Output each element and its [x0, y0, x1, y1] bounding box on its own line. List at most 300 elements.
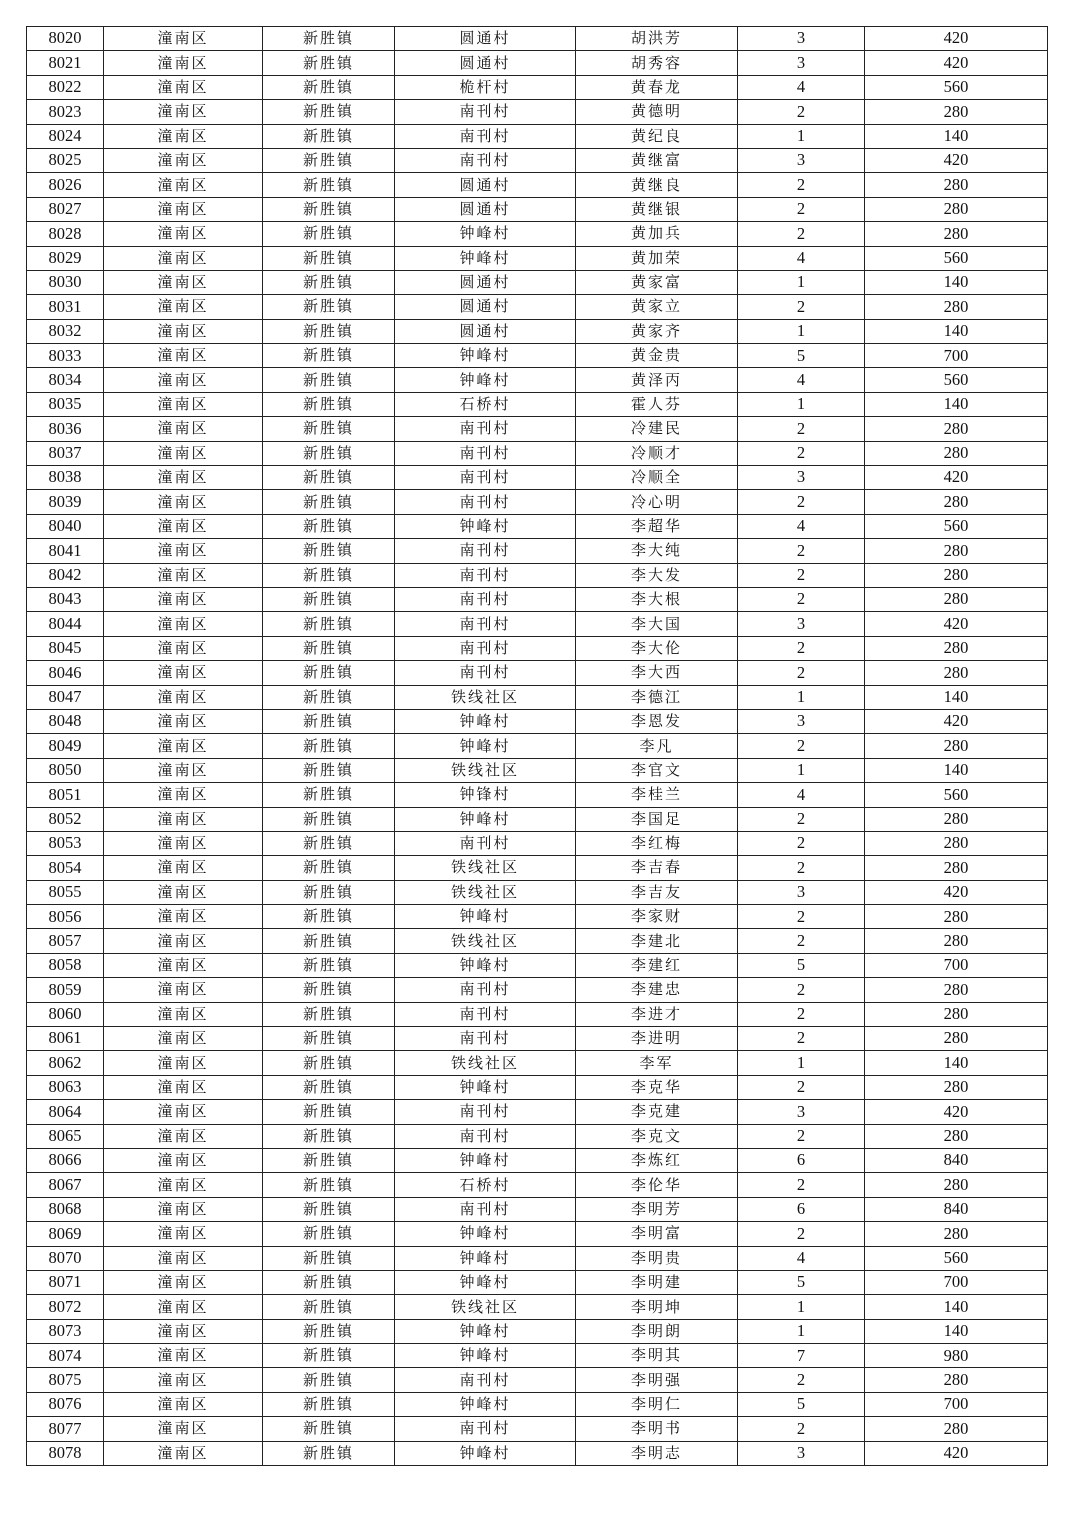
- village-cell: 南刊村: [395, 1368, 576, 1392]
- district-cell: 潼南区: [104, 1270, 263, 1294]
- village-cell: 钟锋村: [395, 783, 576, 807]
- village-cell: 钟峰村: [395, 368, 576, 392]
- household-size-cell: 2: [738, 222, 865, 246]
- town-cell: 新胜镇: [263, 685, 395, 709]
- name-cell: 李大伦: [576, 636, 738, 660]
- amount-cell: 280: [865, 1368, 1048, 1392]
- amount-cell: 560: [865, 514, 1048, 538]
- amount-cell: 140: [865, 1295, 1048, 1319]
- household-size-cell: 6: [738, 1148, 865, 1172]
- table-row: [27, 246, 1048, 270]
- name-cell: 李超华: [576, 514, 738, 538]
- town-cell: 新胜镇: [263, 27, 395, 51]
- table-row: [27, 75, 1048, 99]
- household-size-cell: 5: [738, 953, 865, 977]
- table-row: [27, 1100, 1048, 1124]
- town-cell: 新胜镇: [263, 344, 395, 368]
- village-cell: 铁线社区: [395, 685, 576, 709]
- village-cell: 钟峰村: [395, 1319, 576, 1343]
- amount-cell: 980: [865, 1344, 1048, 1368]
- row-number-cell: 8036: [27, 417, 104, 441]
- table-row: [27, 270, 1048, 294]
- amount-cell: 140: [865, 124, 1048, 148]
- table-row: [27, 466, 1048, 490]
- name-cell: 李伦华: [576, 1173, 738, 1197]
- amount-cell: 140: [865, 319, 1048, 343]
- district-cell: 潼南区: [104, 1100, 263, 1124]
- household-size-cell: 1: [738, 1319, 865, 1343]
- village-cell: 南刊村: [395, 148, 576, 172]
- town-cell: 新胜镇: [263, 1148, 395, 1172]
- amount-cell: 420: [865, 27, 1048, 51]
- household-size-cell: 4: [738, 514, 865, 538]
- table-row: [27, 1368, 1048, 1392]
- town-cell: 新胜镇: [263, 466, 395, 490]
- table-row: [27, 856, 1048, 880]
- amount-cell: 280: [865, 856, 1048, 880]
- name-cell: 黄继富: [576, 148, 738, 172]
- town-cell: 新胜镇: [263, 514, 395, 538]
- village-cell: 钟峰村: [395, 1344, 576, 1368]
- name-cell: 李克文: [576, 1124, 738, 1148]
- town-cell: 新胜镇: [263, 392, 395, 416]
- village-cell: 南刊村: [395, 539, 576, 563]
- row-number-cell: 8062: [27, 1051, 104, 1075]
- name-cell: 李明朗: [576, 1319, 738, 1343]
- household-size-cell: 2: [738, 1173, 865, 1197]
- table-row: [27, 929, 1048, 953]
- name-cell: 李明建: [576, 1270, 738, 1294]
- household-size-cell: 1: [738, 270, 865, 294]
- district-cell: 潼南区: [104, 392, 263, 416]
- town-cell: 新胜镇: [263, 1368, 395, 1392]
- village-cell: 铁线社区: [395, 929, 576, 953]
- table-row: [27, 197, 1048, 221]
- town-cell: 新胜镇: [263, 539, 395, 563]
- row-number-cell: 8046: [27, 661, 104, 685]
- household-size-cell: 4: [738, 246, 865, 270]
- name-cell: 黄家立: [576, 295, 738, 319]
- household-size-cell: 5: [738, 344, 865, 368]
- village-cell: 钟峰村: [395, 953, 576, 977]
- district-cell: 潼南区: [104, 222, 263, 246]
- amount-cell: 560: [865, 246, 1048, 270]
- town-cell: 新胜镇: [263, 246, 395, 270]
- amount-cell: 280: [865, 563, 1048, 587]
- name-cell: 冷顺才: [576, 441, 738, 465]
- name-cell: 黄春龙: [576, 75, 738, 99]
- name-cell: 黄继银: [576, 197, 738, 221]
- amount-cell: 280: [865, 807, 1048, 831]
- household-size-cell: 4: [738, 75, 865, 99]
- amount-cell: 280: [865, 197, 1048, 221]
- village-cell: 钟峰村: [395, 514, 576, 538]
- village-cell: 铁线社区: [395, 880, 576, 904]
- household-size-cell: 1: [738, 1295, 865, 1319]
- table-row: [27, 953, 1048, 977]
- village-cell: 石桥村: [395, 1173, 576, 1197]
- district-cell: 潼南区: [104, 124, 263, 148]
- table-row: [27, 563, 1048, 587]
- table-row: [27, 539, 1048, 563]
- village-cell: 钟峰村: [395, 709, 576, 733]
- amount-cell: 280: [865, 978, 1048, 1002]
- row-number-cell: 8076: [27, 1392, 104, 1416]
- table-row: [27, 392, 1048, 416]
- name-cell: 冷建民: [576, 417, 738, 441]
- district-cell: 潼南区: [104, 1148, 263, 1172]
- village-cell: 钟峰村: [395, 1392, 576, 1416]
- district-cell: 潼南区: [104, 466, 263, 490]
- amount-cell: 280: [865, 539, 1048, 563]
- household-size-cell: 3: [738, 27, 865, 51]
- name-cell: 李大纯: [576, 539, 738, 563]
- village-cell: 钟峰村: [395, 1148, 576, 1172]
- district-cell: 潼南区: [104, 1075, 263, 1099]
- amount-cell: 420: [865, 709, 1048, 733]
- village-cell: 圆通村: [395, 295, 576, 319]
- village-cell: 南刊村: [395, 466, 576, 490]
- table-row: [27, 1441, 1048, 1465]
- row-number-cell: 8065: [27, 1124, 104, 1148]
- amount-cell: 280: [865, 222, 1048, 246]
- town-cell: 新胜镇: [263, 148, 395, 172]
- amount-cell: 280: [865, 1124, 1048, 1148]
- row-number-cell: 8037: [27, 441, 104, 465]
- district-cell: 潼南区: [104, 148, 263, 172]
- village-cell: 南刊村: [395, 587, 576, 611]
- town-cell: 新胜镇: [263, 1295, 395, 1319]
- household-size-cell: 1: [738, 319, 865, 343]
- row-number-cell: 8026: [27, 173, 104, 197]
- amount-cell: 840: [865, 1197, 1048, 1221]
- household-size-cell: 5: [738, 1392, 865, 1416]
- district-cell: 潼南区: [104, 417, 263, 441]
- name-cell: 胡秀容: [576, 51, 738, 75]
- row-number-cell: 8050: [27, 758, 104, 782]
- town-cell: 新胜镇: [263, 1270, 395, 1294]
- household-size-cell: 1: [738, 1051, 865, 1075]
- row-number-cell: 8063: [27, 1075, 104, 1099]
- village-cell: 南刊村: [395, 563, 576, 587]
- district-cell: 潼南区: [104, 929, 263, 953]
- town-cell: 新胜镇: [263, 270, 395, 294]
- table-row: [27, 173, 1048, 197]
- amount-cell: 280: [865, 661, 1048, 685]
- village-cell: 南刊村: [395, 661, 576, 685]
- household-size-cell: 2: [738, 1417, 865, 1441]
- row-number-cell: 8020: [27, 27, 104, 51]
- village-cell: 南刊村: [395, 1124, 576, 1148]
- town-cell: 新胜镇: [263, 490, 395, 514]
- name-cell: 李凡: [576, 734, 738, 758]
- row-number-cell: 8070: [27, 1246, 104, 1270]
- town-cell: 新胜镇: [263, 417, 395, 441]
- district-cell: 潼南区: [104, 1295, 263, 1319]
- name-cell: 李德江: [576, 685, 738, 709]
- household-size-cell: 2: [738, 417, 865, 441]
- row-number-cell: 8039: [27, 490, 104, 514]
- village-cell: 铁线社区: [395, 856, 576, 880]
- row-number-cell: 8035: [27, 392, 104, 416]
- amount-cell: 280: [865, 1027, 1048, 1051]
- name-cell: 李明书: [576, 1417, 738, 1441]
- name-cell: 李官文: [576, 758, 738, 782]
- town-cell: 新胜镇: [263, 124, 395, 148]
- household-size-cell: 3: [738, 709, 865, 733]
- name-cell: 李红梅: [576, 831, 738, 855]
- table-row: [27, 1344, 1048, 1368]
- table-row: [27, 1392, 1048, 1416]
- amount-cell: 700: [865, 1270, 1048, 1294]
- table-row: [27, 51, 1048, 75]
- name-cell: 黄加兵: [576, 222, 738, 246]
- town-cell: 新胜镇: [263, 758, 395, 782]
- row-number-cell: 8044: [27, 612, 104, 636]
- amount-cell: 700: [865, 953, 1048, 977]
- town-cell: 新胜镇: [263, 319, 395, 343]
- amount-cell: 280: [865, 1075, 1048, 1099]
- district-cell: 潼南区: [104, 1124, 263, 1148]
- row-number-cell: 8071: [27, 1270, 104, 1294]
- household-size-cell: 2: [738, 490, 865, 514]
- row-number-cell: 8069: [27, 1222, 104, 1246]
- amount-cell: 280: [865, 929, 1048, 953]
- district-cell: 潼南区: [104, 368, 263, 392]
- row-number-cell: 8055: [27, 880, 104, 904]
- name-cell: 李明芳: [576, 1197, 738, 1221]
- household-size-cell: 2: [738, 173, 865, 197]
- village-cell: 钟峰村: [395, 1246, 576, 1270]
- town-cell: 新胜镇: [263, 831, 395, 855]
- household-size-cell: 5: [738, 1270, 865, 1294]
- table-row: [27, 1075, 1048, 1099]
- amount-cell: 420: [865, 612, 1048, 636]
- amount-cell: 140: [865, 1319, 1048, 1343]
- row-number-cell: 8028: [27, 222, 104, 246]
- name-cell: 李克华: [576, 1075, 738, 1099]
- amount-cell: 280: [865, 1002, 1048, 1026]
- name-cell: 李恩发: [576, 709, 738, 733]
- household-size-cell: 3: [738, 1100, 865, 1124]
- household-size-cell: 1: [738, 392, 865, 416]
- town-cell: 新胜镇: [263, 51, 395, 75]
- name-cell: 李炼红: [576, 1148, 738, 1172]
- row-number-cell: 8043: [27, 587, 104, 611]
- name-cell: 冷心明: [576, 490, 738, 514]
- row-number-cell: 8048: [27, 709, 104, 733]
- district-cell: 潼南区: [104, 1392, 263, 1416]
- village-cell: 南刊村: [395, 636, 576, 660]
- district-cell: 潼南区: [104, 661, 263, 685]
- household-size-cell: 2: [738, 636, 865, 660]
- district-cell: 潼南区: [104, 1246, 263, 1270]
- amount-cell: 280: [865, 1173, 1048, 1197]
- district-cell: 潼南区: [104, 27, 263, 51]
- table-row: [27, 978, 1048, 1002]
- row-number-cell: 8045: [27, 636, 104, 660]
- table-row: [27, 1222, 1048, 1246]
- village-cell: 钟峰村: [395, 222, 576, 246]
- district-cell: 潼南区: [104, 709, 263, 733]
- name-cell: 李吉友: [576, 880, 738, 904]
- row-number-cell: 8027: [27, 197, 104, 221]
- row-number-cell: 8034: [27, 368, 104, 392]
- amount-cell: 420: [865, 466, 1048, 490]
- table-row: [27, 1417, 1048, 1441]
- table-row: [27, 587, 1048, 611]
- district-cell: 潼南区: [104, 197, 263, 221]
- town-cell: 新胜镇: [263, 1173, 395, 1197]
- town-cell: 新胜镇: [263, 1197, 395, 1221]
- table-row: [27, 417, 1048, 441]
- row-number-cell: 8038: [27, 466, 104, 490]
- name-cell: 李进明: [576, 1027, 738, 1051]
- village-cell: 钟峰村: [395, 807, 576, 831]
- row-number-cell: 8058: [27, 953, 104, 977]
- table-row: [27, 1027, 1048, 1051]
- village-cell: 南刊村: [395, 1027, 576, 1051]
- household-size-cell: 2: [738, 1222, 865, 1246]
- row-number-cell: 8056: [27, 905, 104, 929]
- village-cell: 南刊村: [395, 831, 576, 855]
- village-cell: 石桥村: [395, 392, 576, 416]
- district-cell: 潼南区: [104, 1319, 263, 1343]
- district-cell: 潼南区: [104, 1344, 263, 1368]
- name-cell: 李桂兰: [576, 783, 738, 807]
- household-size-cell: 3: [738, 148, 865, 172]
- subsidy-roster-table: [26, 26, 1048, 1466]
- household-size-cell: 2: [738, 1027, 865, 1051]
- name-cell: 李建忠: [576, 978, 738, 1002]
- village-cell: 南刊村: [395, 417, 576, 441]
- district-cell: 潼南区: [104, 587, 263, 611]
- village-cell: 南刊村: [395, 1197, 576, 1221]
- amount-cell: 140: [865, 685, 1048, 709]
- district-cell: 潼南区: [104, 344, 263, 368]
- household-size-cell: 4: [738, 1246, 865, 1270]
- village-cell: 钟峰村: [395, 1441, 576, 1465]
- row-number-cell: 8075: [27, 1368, 104, 1392]
- row-number-cell: 8031: [27, 295, 104, 319]
- row-number-cell: 8068: [27, 1197, 104, 1221]
- town-cell: 新胜镇: [263, 441, 395, 465]
- name-cell: 李明仁: [576, 1392, 738, 1416]
- table-row: [27, 1319, 1048, 1343]
- amount-cell: 280: [865, 1222, 1048, 1246]
- household-size-cell: 2: [738, 1368, 865, 1392]
- amount-cell: 420: [865, 51, 1048, 75]
- amount-cell: 420: [865, 1441, 1048, 1465]
- name-cell: 李明其: [576, 1344, 738, 1368]
- household-size-cell: 2: [738, 587, 865, 611]
- town-cell: 新胜镇: [263, 1344, 395, 1368]
- village-cell: 铁线社区: [395, 1051, 576, 1075]
- household-size-cell: 2: [738, 661, 865, 685]
- amount-cell: 280: [865, 734, 1048, 758]
- district-cell: 潼南区: [104, 270, 263, 294]
- name-cell: 李大发: [576, 563, 738, 587]
- district-cell: 潼南区: [104, 1051, 263, 1075]
- amount-cell: 420: [865, 1100, 1048, 1124]
- name-cell: 李进才: [576, 1002, 738, 1026]
- household-size-cell: 2: [738, 197, 865, 221]
- district-cell: 潼南区: [104, 563, 263, 587]
- row-number-cell: 8042: [27, 563, 104, 587]
- town-cell: 新胜镇: [263, 978, 395, 1002]
- row-number-cell: 8029: [27, 246, 104, 270]
- row-number-cell: 8064: [27, 1100, 104, 1124]
- district-cell: 潼南区: [104, 539, 263, 563]
- name-cell: 李国足: [576, 807, 738, 831]
- district-cell: 潼南区: [104, 514, 263, 538]
- name-cell: 李建红: [576, 953, 738, 977]
- district-cell: 潼南区: [104, 1417, 263, 1441]
- village-cell: 南刊村: [395, 124, 576, 148]
- name-cell: 黄加荣: [576, 246, 738, 270]
- district-cell: 潼南区: [104, 905, 263, 929]
- table-row: [27, 295, 1048, 319]
- amount-cell: 140: [865, 1051, 1048, 1075]
- town-cell: 新胜镇: [263, 1100, 395, 1124]
- table-row: [27, 100, 1048, 124]
- town-cell: 新胜镇: [263, 783, 395, 807]
- amount-cell: 840: [865, 1148, 1048, 1172]
- name-cell: 李建北: [576, 929, 738, 953]
- district-cell: 潼南区: [104, 1368, 263, 1392]
- row-number-cell: 8040: [27, 514, 104, 538]
- village-cell: 南刊村: [395, 612, 576, 636]
- amount-cell: 140: [865, 758, 1048, 782]
- amount-cell: 700: [865, 344, 1048, 368]
- village-cell: 铁线社区: [395, 1295, 576, 1319]
- row-number-cell: 8025: [27, 148, 104, 172]
- name-cell: 黄继良: [576, 173, 738, 197]
- amount-cell: 140: [865, 270, 1048, 294]
- row-number-cell: 8054: [27, 856, 104, 880]
- district-cell: 潼南区: [104, 831, 263, 855]
- amount-cell: 280: [865, 173, 1048, 197]
- table-row: [27, 709, 1048, 733]
- amount-cell: 420: [865, 148, 1048, 172]
- household-size-cell: 3: [738, 612, 865, 636]
- district-cell: 潼南区: [104, 1441, 263, 1465]
- village-cell: 钟峰村: [395, 905, 576, 929]
- household-size-cell: 2: [738, 929, 865, 953]
- table-row: [27, 880, 1048, 904]
- table-row: [27, 1148, 1048, 1172]
- table-row: [27, 636, 1048, 660]
- village-cell: 钟峰村: [395, 734, 576, 758]
- amount-cell: 280: [865, 587, 1048, 611]
- district-cell: 潼南区: [104, 1002, 263, 1026]
- town-cell: 新胜镇: [263, 222, 395, 246]
- district-cell: 潼南区: [104, 1222, 263, 1246]
- district-cell: 潼南区: [104, 100, 263, 124]
- amount-cell: 280: [865, 441, 1048, 465]
- village-cell: 南刊村: [395, 1100, 576, 1124]
- district-cell: 潼南区: [104, 612, 263, 636]
- table-row: [27, 661, 1048, 685]
- household-size-cell: 2: [738, 1002, 865, 1026]
- town-cell: 新胜镇: [263, 929, 395, 953]
- name-cell: 冷顺全: [576, 466, 738, 490]
- village-cell: 南刊村: [395, 441, 576, 465]
- town-cell: 新胜镇: [263, 1417, 395, 1441]
- row-number-cell: 8078: [27, 1441, 104, 1465]
- amount-cell: 700: [865, 1392, 1048, 1416]
- table-row: [27, 758, 1048, 782]
